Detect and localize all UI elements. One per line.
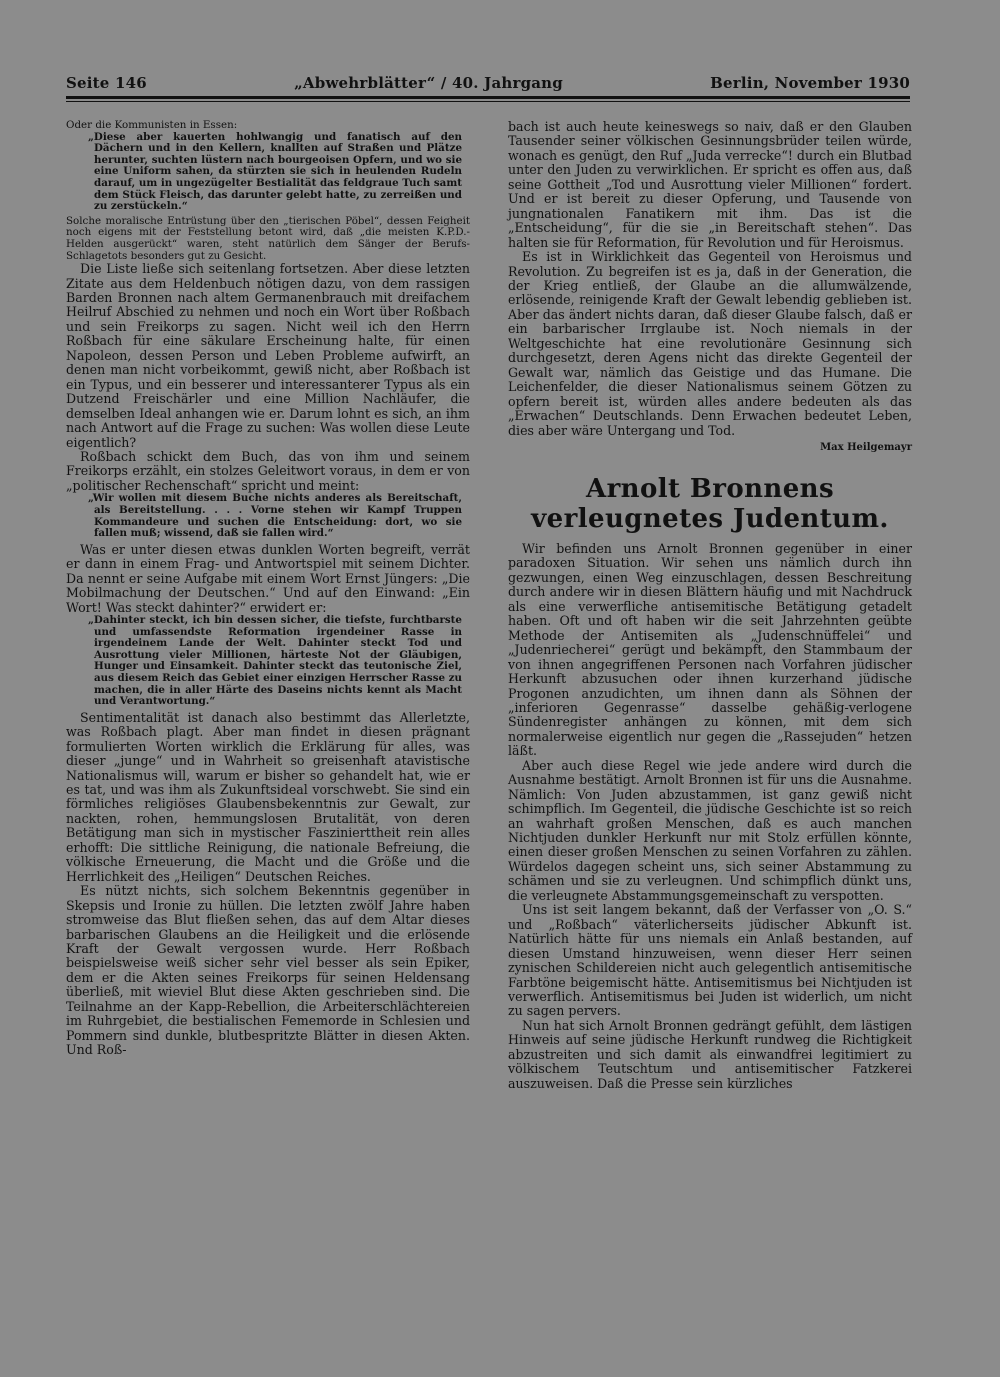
quote-essen: „Diese aber kauerten hohlwangig und fanatisch auf den Dächern und in den Kellern, knallten auf Straßen und Plätze herunter, suchten lüstern nach bourgeoisen Opfern, und wo sie eine Uniform sahen, da stürzten sie sich in heulenden Rudeln darauf, um in ungezügelter Bestialität das feldgraue Tuch samt dem Stück Fleisch, das darunter gelebt hatte, zu zerreißen und zu zerstückeln.“ [88,130,462,213]
right-column [508,120,912,1091]
header-rule-thin [66,101,910,102]
paragraph: Roßbach schickt dem Buch, das von ihm und seinem Freikorps erzählt, ein stolzes Geleitwort voraus, in dem er von „politischer Rechenschaft“ spricht und meint: [66,449,470,493]
paragraph: Es nützt nichts, sich solchem Bekenntnis gegenüber in Skepsis und Ironie zu hüllen. Die letzten zwölf Jahre haben stromweise das Blut fließen sehen, das auf dem Altar dieses barbarischen Glaubens an die Heiligkeit und die erlösende Kraft der Gewalt vergossen wurde. Herr Roßbach beispielsweise weiß sicher sehr viel besser als sein Epiker, dem er die Akten seines Freikorps für seinen Heldensang überließ, mit wieviel Blut diese Akten geschrieben sind. Die Teilnahme an der Kapp-Rebellion, die Arbeiterschlächtereien im Ruhrgebiet, die bestialischen Fememorde in Schlesien und Pommern sind dunkle, blutbespritzte Blätter in diesen Akten. Und Roß- [66,883,470,1058]
paragraph: Was er unter diesen etwas dunklen Worten begreift, verrät er dann in einem Frag- und Antwortspiel mit seinem Dichter. Da nennt er seine Aufgabe mit einem Wort Ernst Jüngers: „Die Mobilmachung der Deutschen.“ Und auf den Einwand: „Ein Wort! Was steckt dahinter?“ erwidert er: [66,541,470,615]
quote-geleitwort: „Wir wollen mit diesem Buche nichts anderes als Bereitschaft, als Bereitstellung. . . . Vorne stehen wir Kampf Truppen Kommandeure und suchen die Entscheidung: dort, wo sie fallen muß; wissend, daß sie fallen wird.“ [88,492,462,540]
paragraph: Wir befinden uns Arnolt Bronnen gegenüber in einer paradoxen Situation. Wir sehen uns nämlich durch ihn gezwungen, einen Weg einzuschlagen, dessen Beschreitung durch andere wir in diesen Blättern häufig und mit Nachdruck als eine verwerfliche antisemitische Betätigung getadelt haben. Oft und oft haben wir die seit Jahrzehnten geübte Methode der Antisemiten als „Judenschnüffelei“ und „Judenriecherei“ gerügt und bekämpft, den Stammbaum der von ihnen angegriffenen Personen nach Vorfahren jüdischer Herkunft abzusuchen oder ihnen kurzerhand jüdische Progonen anzudichten, um ihnen dann als Söhnen der „inferioren Gegenrasse“ dasselbe gehäßig-verlogene Sündenregister anhängen zu können, mit dem sich normalerweise eigentlich nur gegen die „Rassejuden“ hetzen läßt. [508,540,912,759]
author-signature: Max Heilgemayr [820,441,912,453]
paragraph: Es ist in Wirklichkeit das Gegenteil von Heroismus und Revolution. Zu begreifen ist es ja, daß in der Generation, die der Krieg entließ, der Glaube an die allumwälzende, erlösende, reinigende Kraft der Gewalt lebendig geblieben ist. Aber das ändert nichts daran, daß dieser Glaube falsch, daß er ein barbarischer Irrglaube ist. Noch niemals in der Weltgeschichte hat eine revolutionäre Gesinnung sich durchgesetzt, deren Agens nicht das direkte Gegenteil der Gewalt war, nämlich das Geistige und das Humane. Die Leichenfelder, die dieser Nationalismus seinem Götzen zu opfern bereit ist, würden alles andere bedeuten als das „Erwachen“ Deutschlands. Denn Erwachen bedeutet Leben, dies aber wäre Untergang und Tod. [508,249,912,438]
left-column [66,120,470,1058]
page-header [66,74,910,92]
paragraph: Aber auch diese Regel wie jede andere wird durch die Ausnahme bestätigt. Arnolt Bronnen ist für uns die Ausnahme. Nämlich: Von Juden abzustammen, ist ganz gewiß nicht schimpflich. Im Gegenteil, die jüdische Geschichte ist so reich an wahrhaft großen Menschen, daß es auch manchen Nichtjuden dunkler Herkunft nur mit Stolz erfüllen könnte, einen dieser großen Menschen zu seinen Vorfahren zu zählen. Würdelos dagegen scheint uns, sich seiner Abstammung zu schämen und sie zu verleugnen. Und schimpflich dünkt uns, die verleugnete Abstammungsgemeinschaft zu verspotten. [508,757,912,903]
note-paragraph: Solche moralische Entrüstung über den „tierischen Pöbel“, dessen Feigheit noch eigens mit der Feststellung betont wird, daß „die meisten K.P.D.-Helden ausgerückt“ waren, steht natürlich dem Sänger der Berufs-Schlagetots besonders gut zu Gesicht. [66,214,470,262]
article-title: Arnolt Bronnens verleugnetes Judentum. [531,473,889,534]
paragraph: Die Liste ließe sich seitenlang fortsetzen. Aber diese letzten Zitate aus dem Heldenbuch nötigen dazu, von dem rassigen Barden Bronnen nach altem Germanenbrauch mit dreifachem Heilruf Abschied zu nehmen und noch ein Wort über Roßbach und sein Freikorps zu sagen. Nicht weil ich den Herrn Roßbach für eine säkulare Erscheinung halte, für einen Napoleon, dessen Person und Leben Probleme aufwirft, an denen man nicht vorbeikommt, gewiß nicht, aber Roßbach ist ein Typus, und ein besserer und interessanterer Typus als ein Dutzend Freischärler und eine Million Nachläufer, die demselben Ideal anhangen wie er. Darum lohnt es sich, an ihm nach Antwort auf die Frage zu suchen: Was wollen diese Leute eigentlich? [66,261,470,450]
header-rule-thick [66,96,910,99]
quote-dahinter: „Dahinter steckt, ich bin dessen sicher, die tiefste, furchtbarste und umfassendste Reformation irgendeiner Rasse in irgendeinem Lande der Welt. Dahinter steckt Tod und Ausrottung vieler Millionen, härteste Not der Gläubigen, Hunger und Einsamkeit. Dahinter steckt das teutonische Ziel, aus diesem Reich das Gebiet einer einzigen Herrscher Rasse zu machen, die in aller Härte des Daseins nichts kennt als Macht und Verantwortung.“ [88,614,462,708]
paragraph: bach ist auch heute keineswegs so naiv, daß er den Glauben Tausender seiner völkischen Gesinnungsbrüder teilen würde, wonach es genügt, den Ruf „Juda verrecke“! durch ein Blutbad unter den Juden zu verwirklichen. Er spricht es offen aus, daß seine Gottheit „Tod und Ausrottung vieler Millionen“ fordert. Und er ist bereit zu dieser Opferung, und Tausende von jungnationalen Fanatikern mit ihm. Das ist die „Entscheidung“, für die sie „in Bereitschaft stehen“. Das halten sie für Reformation, für Revolution und für Heroismus. [508,119,912,250]
paragraph: Nun hat sich Arnolt Bronnen gedrängt gefühlt, dem lästigen Hinweis auf seine jüdische Herkunft rundweg die Richtigkeit abzustreiten und sich damit als einwandfrei legitimiert zu völkischem Teutschtum und antisemitischer Fatzkerei auszuweisen. Daß die Presse sein kürzliches [508,1017,912,1091]
place-date: Berlin, November 1930 [710,74,910,92]
paragraph: Sentimentalität ist danach also bestimmt das Allerletzte, was Roßbach plagt. Aber man findet in diesen prägnant formulierten Worten wirklich die Erklärung für alles, was dieser „junge“ und in Wahrheit so greisenhaft atavistische Nationalismus will, warum er bisher so gehandelt hat, wie er es tat, und was ihm als Zukunftsideal vorschwebt. Sie sind ein förmliches religiöses Glaubensbekenntnis zur Gewalt, zur nackten, rohen, hemmungslosen Brutalität, von deren Betätigung man sich in mystischer Faszinierttheit rein alles erhofft: Die sittliche Reinigung, die nationale Befreiung, die völkische Erneuerung, die Macht und die Größe und die Herrlichkeit des „Heiligen“ Deutschen Reiches. [66,709,470,884]
paragraph: Uns ist seit langem bekannt, daß der Verfasser von „O. S.“ und „Roßbach“ väterlicherseits jüdischer Abkunft ist. Natürlich hätte für uns niemals ein Anlaß bestanden, auf diesen Umstand hinzuweisen, wenn dieser Herr seinen zynischen Schildereien nicht auch gelegentlich antisemitische Farbtöne beigemischt hätte. Antisemitismus bei Nichtjuden ist verwerflich. Antisemitismus bei Juden ist widerlich, um nicht zu sagen pervers. [508,902,912,1019]
intro-line: Oder die Kommunisten in Essen: [66,119,238,131]
page-number: Seite 146 [66,74,147,92]
journal-title: „Abwehrblätter“ / 40. Jahrgang [294,74,563,92]
